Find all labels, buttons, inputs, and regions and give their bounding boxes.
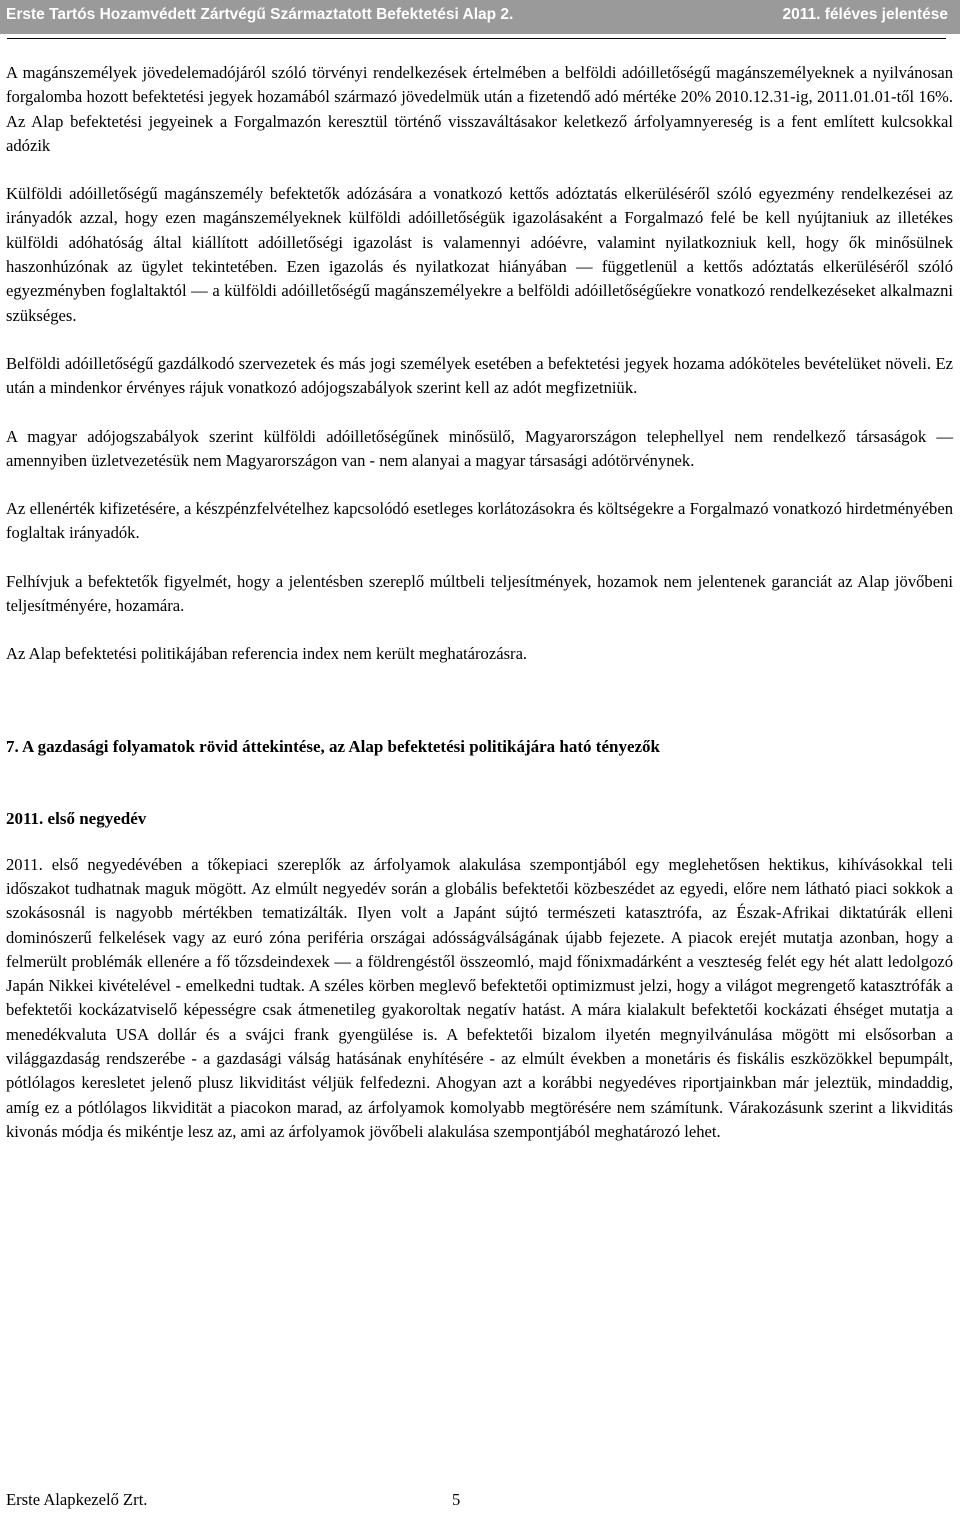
page-footer (6, 1490, 461, 1510)
header-report-title: 2011. féléves jelentése (782, 6, 948, 23)
page-number: 5 (452, 1490, 461, 1509)
paragraph-q1-overview: 2011. első negyedévében a tőkepiaci szereplők az árfolyamok alakulása szempontjából egy meglehetősen hektikus, kihívásokkal teli időszakot tudhatnak maguk mögött. Az elmúlt negyedév során a globális befektetői közbeszédet az egyedi, előre nem látható piaci sokkok a szokásosnál is nagyobb mértékben tematizálták. Ilyen volt a Japánt sújtó természeti katasztrófa, az Észak-Afrikai diktatúrák elleni dominószerű felkelések vagy az euró zóna periféria országai adósságválságának újabb fejezete. A piacok erejét mutatja azonban, hogy a felmerült problémák ellenére a fő tőzsdeindexek — a földrengéstől összeomló, majd főnixmadárként a veszteség felét egy hét alatt ledolgozó Japán Nikkei kivételével - emelkedni tudtak. A széles körben meglevő befektetői optimizmust jelzi, hogy a világot megrengető katasztrófák a befektetői kockázatviselő képességre csak átmenetileg gyakoroltak negatív hatást. A mára kialakult befektetői kockázati éhséget mutatja a menedékvaluta USA dollár és a svájci frank gyengülése is. A befektetői bizalom ilyetén megnyilvánulása mögött mi elsősorban a világgazdaság rendszerébe - a gazdasági válság hatásának enyhítésére - az elmúlt években a monetáris és fiskális eszközökkel bepumpált, pótlólagos keresletet jelenő plusz likviditást véljük felfedezni. Ahogyan azt a korábbi negyedéves riportjainkban már jeleztük, mindaddig, amíg ez a pótlólagos likvidität a piacokon marad, az árfolyamok komolyabb megtörésére nem számítunk. Várakozásunk szerint a likviditás kivonás módja és mikéntje lesz az, ami az árfolyamok jövőbeli alakulása szempontjából meghatározó lehet. (6, 854, 953, 1141)
paragraph-payout: Az ellenérték kifizetésére, a készpénzfelvételhez kapcsolódó esetleges korlátozásokra és költségekre a Forgalmazó vonatkozó hirdetményében foglaltak irányadók. (6, 499, 953, 543)
section-title: 7. A gazdasági folyamatok rövid áttekintése, az Alap befektetési politikájára ható tényezők (6, 736, 660, 756)
paragraph-personal-tax: A magánszemélyek jövedelemadójáról szóló törvényi rendelkezések értelmében a belföldi adóilletőségű magánszemélyeknek a nyilvánosan forgalomba hozott befektetési jegyek hozamából származó jövedelmük után a fizetendő adó mértéke 20% 2010.12.31-ig, 2011.01.01-től 16%. Az Alap befektetési jegyeinek a Forgalmazón keresztül történő visszaváltásakor keletkező árfolyamnyereség is a fent említett kulcsokkal adózik (6, 63, 953, 155)
paragraph-domestic-entities: Belföldi adóilletőségű gazdálkodó szervezetek és más jogi személyek esetében a befektetési jegyek hozama adóköteles bevételüket növeli. Ez után a mindenkor érvényes rájuk vonatkozó adójogszabályok szerint kell az adót megfizetniük. (6, 353, 953, 398)
document-body (6, 61, 953, 1144)
section-subtitle: 2011. első negyedév (6, 808, 147, 828)
page-header (0, 0, 960, 34)
header-divider (7, 38, 946, 39)
paragraph-reference-index: Az Alap befektetési politikájában referencia index nem került meghatározásra. (6, 644, 528, 664)
paragraph-foreign-companies: A magyar adójogszabályok szerint külföldi adóilletőségűnek minősülő, Magyarországon telephellyel nem rendelkező társaságok — amennyiben üzletvezetésük nem Magyarországon van - nem alanyai a magyar társasági adótörvénynek. (6, 426, 953, 470)
footer-company: Erste Alapkezelő Zrt. (6, 1490, 148, 1509)
paragraph-foreign-residents: Külföldi adóilletőségű magánszemély befektetők adózására a vonatkozó kettős adóztatás elkerüléséről szóló egyezmény rendelkezései az irányadók azzal, hogy ezen magánszemélyeknek külföldi adóilletőségük igazolásaként a Forgalmazó felé be kell nyújtaniuk az illetékes külföldi adóhatóság által kiállított adóilletőségi igazolást is valamennyi adóévre, valamint nyilatkozniuk kell, hogy ők minősülnek haszonhúzónak az ügylet tekintetében. Ezen igazolás és nyilatkozat hiányában — függetlenül a kettős adóztatás elkerüléséről szóló egyezményben foglaltaktól — a külföldi adóilletőségű magánszemélyekre a belföldi adóilletőségűekre vonatkozó rendelkezéseket alkalmazni szükséges. (6, 184, 953, 325)
paragraph-disclaimer: Felhívjuk a befektetők figyelmét, hogy a jelentésben szereplő múltbeli teljesítmények, hozamok nem jelentenek garanciát az Alap jövőbeni teljesítményére, hozamára. (6, 571, 953, 616)
header-fund-name: Erste Tartós Hozamvédett Zártvégű Származtatott Befektetési Alap 2. (6, 6, 514, 23)
